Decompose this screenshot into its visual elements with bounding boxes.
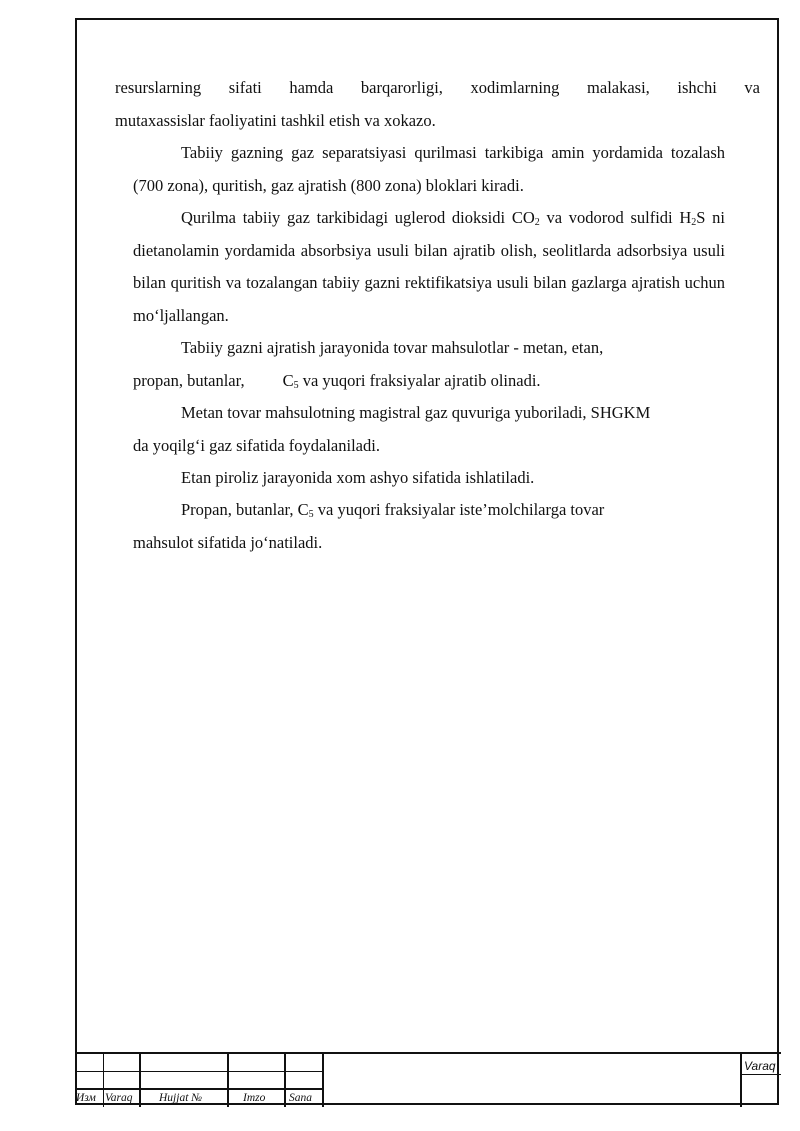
text-span: Tabiiy gazni ajratish jarayonida tovar mahsulotlar - metan, etan, bbox=[181, 338, 604, 357]
stamp-label-sana: Sana bbox=[289, 1092, 312, 1104]
text-line: resurslarning sifati hamda barqarorligi, xodimlarning malakasi, ishchi va bbox=[115, 78, 760, 97]
stamp-divider bbox=[284, 1054, 286, 1107]
paragraph-purpose bbox=[133, 202, 725, 332]
text-span: Propan, butanlar, C bbox=[181, 500, 309, 519]
text-span: S ni dietanolamin yordamida absorbsiya usuli bilan ajratib olish, seolitlarda adsorbsiya usuli bilan quritish va tozalangan tabiiy gazni rektifikatsiya usuli bilan gazlarga ajratish uchun mo‘ljallangan. bbox=[133, 208, 726, 325]
paragraph-continuation bbox=[115, 72, 760, 137]
text-span: va vodorod sulfidi H bbox=[539, 208, 692, 227]
paragraph-propane bbox=[133, 494, 725, 559]
sheet-number-label: Varaq bbox=[744, 1059, 776, 1073]
text-span: Qurilma tabiiy gaz tarkibidagi uglerod dioksidi CO bbox=[181, 208, 535, 227]
stamp-row-line bbox=[75, 1088, 323, 1090]
text-span: va yuqori fraksiyalar iste’molchilarga tovar bbox=[313, 500, 605, 519]
stamp-label-imzo: Imzo bbox=[243, 1092, 266, 1104]
stamp-divider bbox=[740, 1054, 742, 1107]
stamp-divider bbox=[322, 1054, 324, 1107]
paragraph-methane bbox=[133, 397, 725, 462]
text-span: da yoqilg‘i gaz sifatida foydalaniladi. bbox=[133, 435, 380, 455]
text-span: propan, butanlar, bbox=[133, 370, 245, 390]
subscript: 5 bbox=[308, 509, 314, 520]
text-span: Metan tovar mahsulotning magistral gaz quvuriga yuboriladi, SHGKM bbox=[181, 403, 651, 422]
subscript: 2 bbox=[691, 217, 697, 228]
stamp-divider bbox=[139, 1054, 141, 1107]
stamp-label-varaq: Varaq bbox=[105, 1092, 133, 1104]
stamp-row-line bbox=[740, 1074, 781, 1075]
paragraph-products bbox=[133, 332, 725, 397]
stamp-label-izm: Изм bbox=[76, 1092, 96, 1104]
paragraph-gas-separation: Tabiiy gazning gaz separatsiyasi qurilmasi tarkibiga amin yordamida tozalash (700 zona), quritish, gaz ajratish (800 zona) bloklari kiradi. bbox=[133, 143, 725, 195]
stamp-divider bbox=[103, 1054, 104, 1107]
text-span: mahsulot sifatida jo‘natiladi. bbox=[133, 532, 323, 552]
subscript: 5 bbox=[293, 379, 299, 391]
text-span: C bbox=[282, 370, 294, 390]
stamp-row-line bbox=[75, 1071, 323, 1072]
stamp-divider bbox=[227, 1054, 229, 1107]
text-span: va yuqori fraksiyalar ajratib olinadi. bbox=[298, 370, 541, 390]
stamp-label-hujjat: Hujjat № bbox=[159, 1092, 203, 1104]
title-block bbox=[75, 1052, 781, 1107]
paragraph-ethane: Etan piroliz jarayonida xom ashyo sifatida ishlatiladi. bbox=[181, 468, 535, 487]
subscript: 2 bbox=[534, 217, 540, 228]
text-line: mutaxassislar faoliyatini tashkil etish va xokazo. bbox=[115, 110, 436, 130]
